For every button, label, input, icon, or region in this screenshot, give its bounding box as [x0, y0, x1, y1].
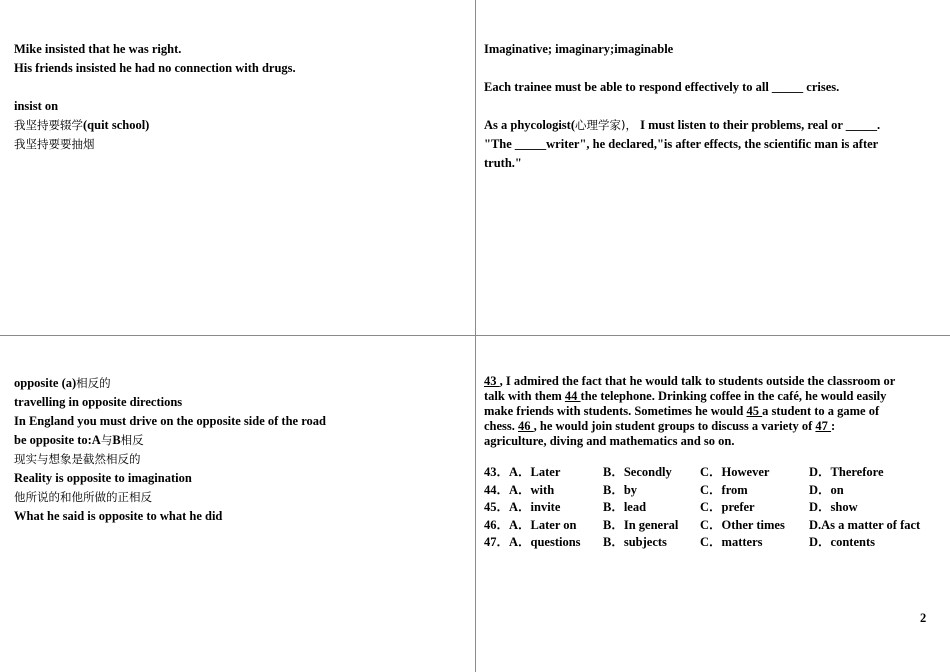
option-c: C．Other times — [700, 517, 785, 532]
word-list-heading: Imaginative; imaginary;imaginable — [484, 42, 674, 56]
chinese-text: 相反 — [120, 433, 144, 447]
text-line: Mike insisted that he was right. — [14, 42, 182, 56]
option-a: 47．A．questions — [484, 535, 581, 549]
text-line: Reality is opposite to imagination — [14, 471, 192, 485]
text-line — [14, 431, 464, 450]
chinese-text: 我坚持要辍学 — [14, 118, 83, 132]
option-b: B．lead — [603, 500, 647, 514]
chinese-text: 现实与想象是截然相反的 — [14, 452, 141, 466]
option-d: D.As a matter of fact — [809, 517, 921, 532]
option-row-44 — [484, 482, 934, 500]
text-line: What he said is opposite to what he did — [14, 509, 223, 523]
text-line — [14, 488, 464, 507]
english-text: be opposite to:A — [14, 433, 101, 447]
english-text: I must listen to their problems, real or _____. — [636, 118, 881, 132]
option-a: 45．A．invite — [484, 500, 561, 514]
text-line — [14, 374, 464, 393]
chinese-text: 他所说的和他所做的正相反 — [14, 490, 152, 504]
option-a: 43．A．Later — [484, 465, 561, 479]
panel-opposite — [14, 374, 464, 526]
panel-imaginative — [484, 40, 934, 173]
english-text: opposite (a) — [14, 376, 77, 390]
option-row-45 — [484, 499, 934, 517]
option-d: D．Therefore — [809, 465, 884, 479]
answer-options — [484, 464, 934, 552]
phrase-heading: insist on — [14, 99, 59, 113]
blank-47: 47 — [815, 419, 832, 433]
english-text: (quit school) — [83, 118, 150, 132]
chinese-text: 我坚持要要抽烟 — [14, 137, 95, 151]
option-d: D．show — [809, 500, 858, 514]
text-line: His friends insisted he had no connection with drugs. — [14, 61, 296, 75]
option-b: B．by — [603, 482, 638, 497]
option-b: B．subjects — [603, 535, 667, 549]
text-line — [14, 135, 464, 154]
chinese-text: 相反的 — [76, 376, 111, 390]
text-line: travelling in opposite directions — [14, 395, 183, 409]
panel-insist — [14, 40, 464, 154]
text-line — [484, 116, 934, 135]
text-line: Each trainee must be able to respond effectively to all _____ crises. — [484, 80, 840, 94]
option-d: D．contents — [809, 535, 875, 549]
option-b: B．Secondly — [603, 465, 672, 479]
text-line: In England you must drive on the opposite side of the road — [14, 414, 326, 428]
chinese-text: 心理学家)， — [574, 118, 637, 132]
option-b: B．In general — [603, 517, 679, 532]
option-c: C．prefer — [700, 500, 755, 514]
option-row-43 — [484, 464, 934, 482]
panel-cloze — [484, 374, 934, 552]
english-text: As a phycologist( — [484, 118, 575, 132]
option-a: 44．A．with — [484, 482, 555, 497]
text-line — [14, 116, 464, 135]
horizontal-divider — [0, 335, 950, 336]
option-c: C．However — [700, 465, 770, 479]
option-c: C．matters — [700, 535, 763, 549]
blank-46: 46 — [518, 419, 534, 433]
blank-44: 44 — [564, 389, 581, 403]
cloze-passage: 43 , I admired the fact that he would talk to students outside the classroom or talk with them 44 the telephone. Drinking coffee in the café, he would easily make friends with students. Sometimes he would 45 a student to a game of chess. 46 , he would join student groups to discuss a variety of 47 : agriculture, diving and mathematics and so on. — [484, 374, 896, 448]
option-a: 46．A．Later on — [484, 517, 577, 532]
vertical-divider — [475, 0, 476, 672]
option-c: C．from — [700, 482, 748, 497]
blank-45: 45 — [746, 404, 763, 418]
text-line: truth." — [484, 156, 522, 170]
chinese-text: 与 — [100, 433, 113, 447]
english-text: B — [112, 433, 121, 447]
option-row-46 — [484, 517, 934, 535]
text-line — [14, 450, 464, 469]
option-row-47 — [484, 534, 934, 552]
page-number: 2 — [920, 611, 927, 625]
blank-43: 43 — [484, 374, 500, 388]
option-d: D．on — [809, 482, 844, 497]
text-line: "The _____writer", he declared,"is after effects, the scientific man is after — [484, 137, 879, 151]
